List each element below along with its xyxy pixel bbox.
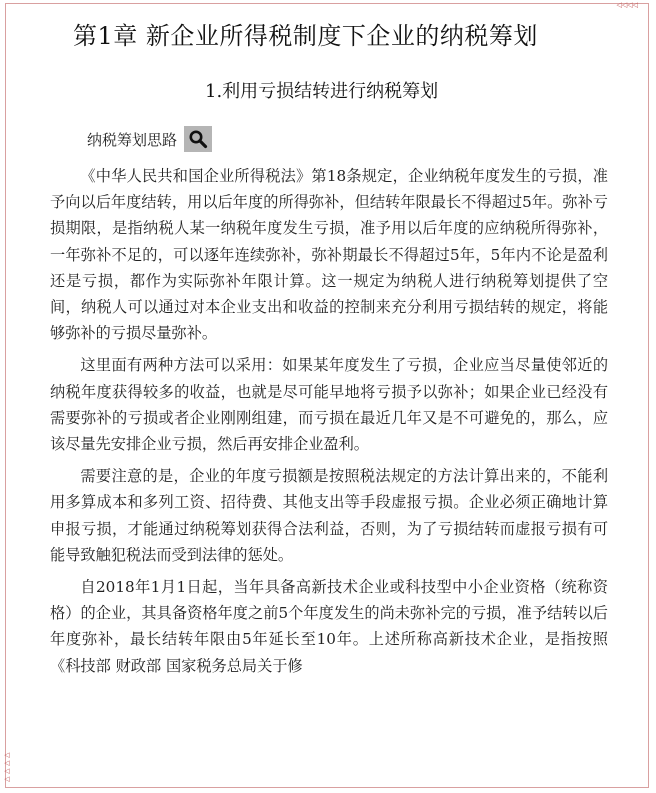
tax-planning-idea-heading <box>87 126 212 152</box>
paragraph: 这里面有两种方法可以采用：如果某年度发生了亏损，企业应当尽量使邻近的纳税年度获得较多的收益，也就是尽可能早地将亏损予以弥补；如果企业已经没有需要弥补的亏损或者企业刚刚组建，而亏损在最近几年又是不可避免的，那么，应该尽量先安排企业亏损，然后再安排企业盈利。 <box>50 356 608 454</box>
chapter-title: 第1章 新企业所得税制度下企业的纳税筹划 <box>73 22 538 50</box>
article-body <box>50 163 608 685</box>
page-corner-marker-icon: ◁◁◁◁ <box>616 1 638 9</box>
tax-planning-idea-label: 纳税筹划思路 <box>87 130 178 149</box>
paragraph: 自2018年1月1日起，当年具备高新技术企业或科技型中小企业资格（统称资格）的企业，其具备资格年度之前5个年度发生的尚未弥补完的亏损，准予结转以后年度弥补，最长结转年限由5年延长至10年。上述所称高新技术企业，是指按照《科技部 财政部 国家税务总局关于修 <box>50 578 608 675</box>
section-title: 1.利用亏损结转进行纳税筹划 <box>205 81 439 102</box>
page-corner-marker-icon: ◁◁◁◁ <box>3 751 11 783</box>
paragraph: 需要注意的是，企业的年度亏损额是按照税法规定的方法计算出来的，不能利用多算成本和多列工资、招待费、其他支出等手段虚报亏损。企业必须正确地计算申报亏损，才能通过纳税筹划获得合法利益，否则，为了亏损结转而虚报亏损有可能导致触犯税法而受到法律的惩处。 <box>50 467 608 564</box>
search-icon[interactable] <box>184 126 212 152</box>
paragraph: 《中华人民共和国企业所得税法》第18条规定，企业纳税年度发生的亏损，准予向以后年度结转，用以后年度的所得弥补，但结转年限最长不得超过5年。弥补亏损期限，是指纳税人某一纳税年度发生亏损，准予用以后年度的应纳税所得弥补，一年弥补不足的，可以逐年连续弥补，弥补期最长不得超过5年，5年内不论是盈利还是亏损，都作为实际弥补年限计算。这一规定为纳税人进行纳税筹划提供了空间，纳税人可以通过对本企业支出和收益的控制来充分利用亏损结转的规定，将能够弥补的亏损尽量弥补。 <box>50 167 608 343</box>
